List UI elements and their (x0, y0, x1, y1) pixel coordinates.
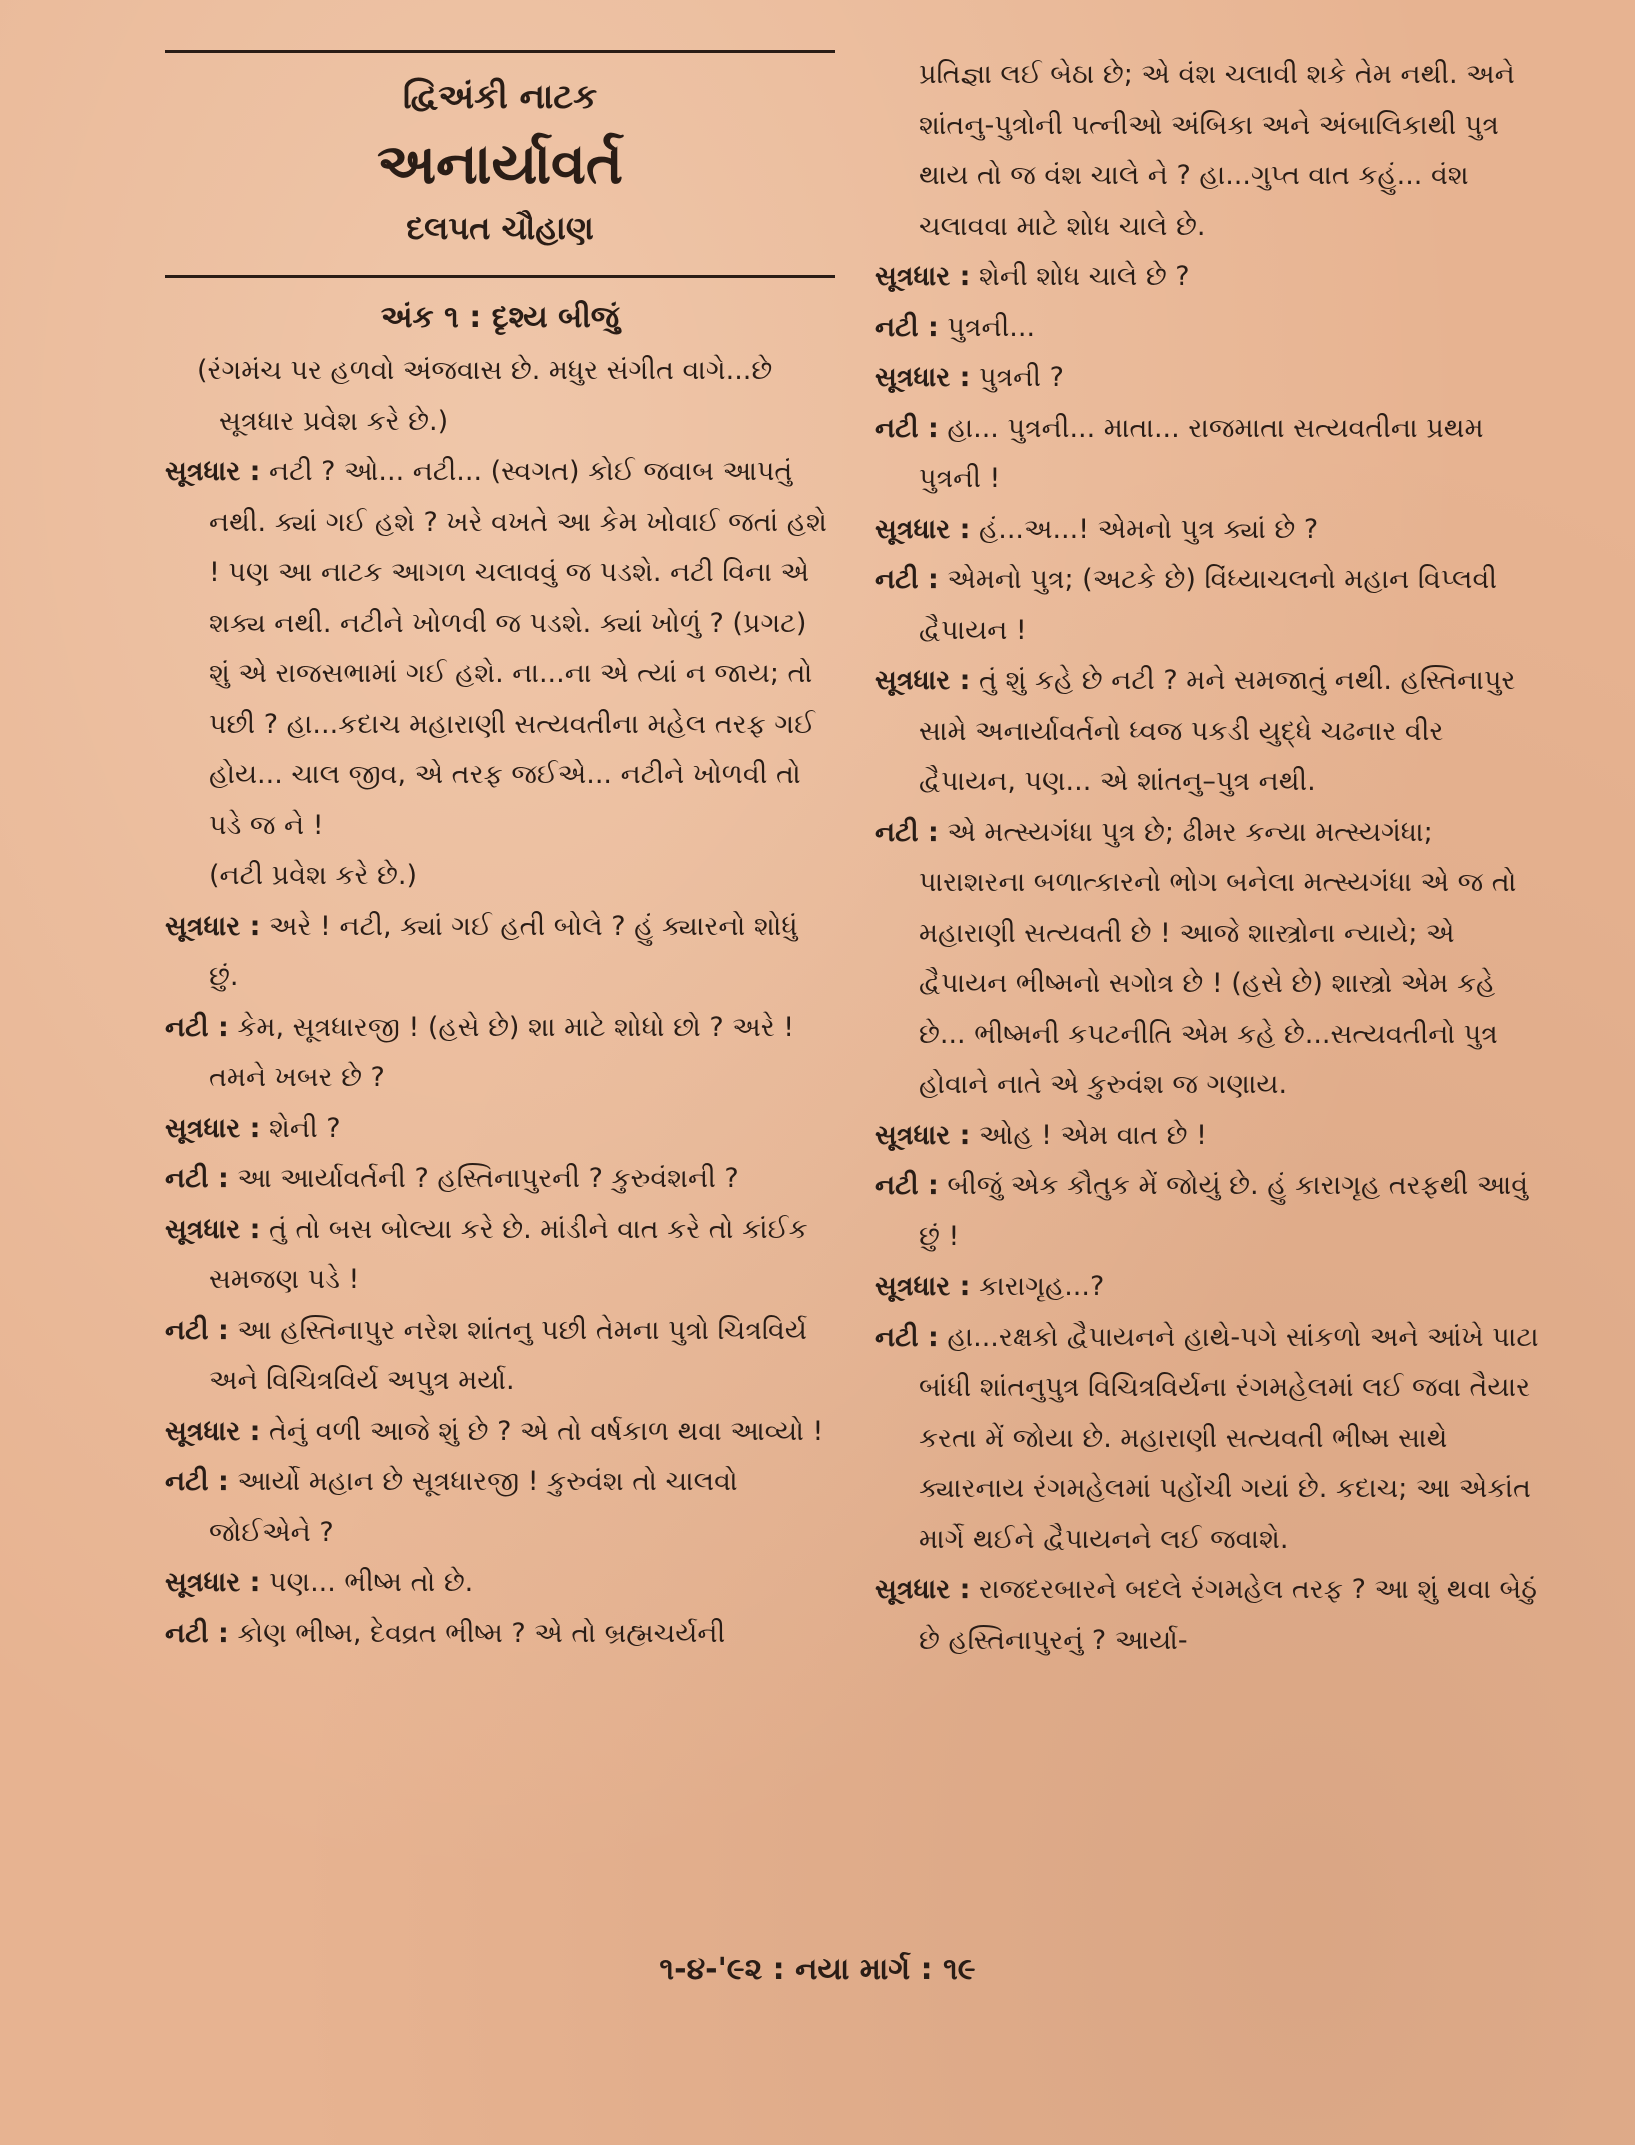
dialogue-line (875, 1161, 1545, 1262)
speaker-name: સૂત્રધાર : (165, 910, 261, 942)
play-header (165, 71, 835, 253)
dialogue-line (875, 353, 1545, 404)
dialogue-line (165, 1407, 835, 1458)
dialogue-text: હા...રક્ષકો દ્વૈપાયનને હાથે-પગે સાંકળો અને આંખે પાટા બાંધી શાંતનુપુત્ર વિચિત્રવિર્યના રંગમહેલમાં લઈ જવા તૈયાર કરતા મેં જોયા છે. મહારાણી સત્યવતી ભીષ્મ સાથે ક્યારનાય રંગમહેલમાં પહોંચી ગયાં છે. કદાચ; આ એકાંત માર્ગે થઈને દ્વૈપાયનને લઈ જવાશે. (919, 1321, 1539, 1555)
stage-direction: (રંગમંચ પર હળવો અંજવાસ છે. મધુર સંગીત વાગે...છે સૂત્રધાર પ્રવેશ કરે છે.) (197, 355, 773, 437)
speaker-name: સૂત્રધાર : (875, 513, 971, 545)
dialogue-text: શેની ? (260, 1112, 341, 1144)
dialogue-text: તેનું વળી આજે શું છે ? એ તો વર્ષકાળ થવા આવ્યો ! (260, 1415, 824, 1447)
speaker-name: નટી : (165, 1011, 229, 1043)
speaker-name: નટી : (165, 1617, 229, 1649)
dialogue-line (165, 447, 835, 851)
speaker-name: સૂત્રધાર : (165, 456, 261, 487)
dialogue-line (875, 1111, 1545, 1162)
dialogue-line (165, 1609, 835, 1660)
left-column (165, 50, 835, 1659)
dialogue-text: કોણ ભીષ્મ, દેવવ્રત ભીષ્મ ? એ તો બ્રહ્મચર્યની (228, 1617, 726, 1649)
left-column-text (165, 346, 835, 1659)
dialogue-text: હં...અ...! એમનો પુત્ર ક્યાં છે ? (970, 513, 1319, 545)
speaker-name: નટી : (875, 1170, 939, 1201)
speaker-name: નટી : (165, 1314, 229, 1346)
speaker-name: સૂત્રધાર : (165, 1415, 261, 1447)
dialogue-line (165, 1306, 835, 1407)
continued-text: પ્રતિજ્ઞા લઈ બેઠા છે; એ વંશ ચલાવી શકે તેમ નથી. અને શાંતનુ-પુત્રોની પત્નીઓ અંબિકા અને અંબાલિકાથી પુત્ર થાય તો જ વંશ ચાલે ને ? હા...ગુપ્ત વાત કહું... વંશ ચલાવવા માટે શોધ ચાલે છે. (919, 59, 1515, 242)
dialogue-text: નટી ? ઓ... નટી... (સ્વગત) કોઈ જવાબ આપતું નથી. ક્યાં ગઈ હશે ? ખરે વખતે આ કેમ ખોવાઈ જતાં હશે ! પણ આ નાટક આગળ ચલાવવું જ પડશે. નટી વિના એ શક્ય નથી. નટીને ખોળવી જ પડશે. ક્યાં ખોળું ? (પ્રગટ) શું એ રાજસભામાં ગઈ હશે. ના...ના એ ત્યાં ન જાય; તો પછી ? હા...કદાચ મહારાણી સત્યવતીના મહેલ તરફ ગઈ હોય... ચાલ જીવ, એ તરફ જઈએ... નટીને ખોળવી તો પડે જ ને ! (209, 456, 827, 841)
speaker-name: નટી : (875, 311, 939, 343)
play-subtitle: દ્વિઅંકી નાટક (402, 77, 598, 117)
dialogue-line (165, 1104, 835, 1155)
play-author: દલપત ચૌહાણ (406, 209, 594, 247)
dialogue-text: રાજદરબારને બદલે રંગમહેલ તરફ ? આ શું થવા બેઠું છે હસ્તિનાપુરનું ? આર્યા- (919, 1574, 1537, 1656)
dialogue-line (165, 902, 835, 1003)
dialogue-text: પણ... ભીષ્મ તો છે. (260, 1567, 474, 1598)
dialogue-line (875, 404, 1545, 505)
speaker-name: સૂત્રધાર : (875, 1119, 971, 1151)
dialogue-text: અરે ! નટી, ક્યાં ગઈ હતી બોલે ? હું ક્યારનો શોધું છું. (209, 910, 798, 992)
dialogue-line (165, 1558, 835, 1609)
dialogue-text: પુત્રની... (938, 311, 1036, 343)
speaker-name: સૂત્રધાર : (875, 665, 971, 696)
dialogue-text: હા... પુત્રની... માતા... રાજમાતા સત્યવતીના પ્રથમ પુત્રની ! (919, 412, 1484, 494)
dialogue-line (875, 505, 1545, 556)
dialogue-line (875, 303, 1545, 354)
dialogue-line (875, 1313, 1545, 1566)
dialogue-text: કારાગૃહ...? (970, 1271, 1105, 1302)
right-column (875, 50, 1545, 1666)
speaker-name: નટી : (875, 816, 939, 848)
dialogue-text: શેની શોધ ચાલે છે ? (970, 261, 1190, 292)
speaker-name: નટી : (875, 1321, 939, 1353)
dialogue-text: આર્યો મહાન છે સૂત્રધારજી ! કુરુવંશ તો ચાલવો જોઈએને ? (209, 1466, 738, 1548)
dialogue-line (875, 1565, 1545, 1666)
speaker-name: સૂત્રધાર : (165, 1112, 261, 1144)
dialogue-line (875, 252, 1545, 303)
dialogue-line (165, 1154, 835, 1205)
speaker-name: નટી : (165, 1466, 229, 1497)
speaker-name: સૂત્રધાર : (875, 261, 971, 292)
speaker-name: નટી : (875, 412, 939, 444)
dialogue-text: તું શું કહે છે નટી ? મને સમજાતું નથી. હસ્તિનાપુર સામે અનાર્યાવર્તનો ધ્વજ પકડી યુદ્ધે ચઢનાર વીર દ્વૈપાયન, પણ... એ શાંતનુ–પુત્ર નથી. (919, 665, 1516, 797)
page-footer: ૧-૪-'૯૨ : નયા માર્ગ : ૧૯ (659, 1952, 976, 1987)
top-rule (165, 50, 835, 53)
right-column-text (875, 50, 1545, 1666)
scene-heading: અંક ૧ : દૃશ્ય બીજું (380, 300, 620, 335)
dialogue-text: આ આર્યાવર્તની ? હસ્તિનાપુરની ? કુરુવંશની ? (228, 1163, 739, 1194)
speaker-name: નટી : (165, 1163, 229, 1194)
speaker-name: સૂત્રધાર : (875, 362, 971, 393)
dialogue-text: બીજું એક કૌતુક મેં જોયું છે. હું કારાગૃહ તરફથી આવું છું ! (919, 1170, 1529, 1252)
play-title: અનાર્યાવર્ત (376, 132, 624, 197)
dialogue-text: એમનો પુત્ર; (અટકે છે) વિંધ્યાચલનો મહાન વિપ્લવી દ્વૈપાયન ! (919, 564, 1498, 646)
dialogue-line (875, 1262, 1545, 1313)
dialogue-line (875, 656, 1545, 808)
speaker-name: સૂત્રધાર : (165, 1213, 261, 1245)
dialogue-text: પુત્રની ? (970, 362, 1064, 393)
dialogue-text: તું તો બસ બોલ્યા કરે છે. માંડીને વાત કરે તો કાંઈક સમજણ પડે ! (209, 1213, 808, 1295)
dialogue-line (165, 1457, 835, 1558)
dialogue-line (875, 808, 1545, 1111)
dialogue-text: આ હસ્તિનાપુર નરેશ શાંતનુ પછી તેમના પુત્રો ચિત્રવિર્ય અને વિચિત્રવિર્ય અપુત્ર મર્યા. (209, 1314, 807, 1396)
speaker-name: સૂત્રધાર : (875, 1271, 971, 1302)
dialogue-line (165, 1003, 835, 1104)
header-bottom-rule (165, 275, 835, 278)
dialogue-text: ઓહ ! એમ વાત છે ! (970, 1119, 1207, 1151)
dialogue-text: કેમ, સૂત્રધારજી ! (હસે છે) શા માટે શોધો છો ? અરે ! તમને ખબર છે ? (209, 1011, 795, 1093)
speaker-name: સૂત્રધાર : (165, 1567, 261, 1598)
dialogue-line (165, 1205, 835, 1306)
speaker-name: નટી : (875, 564, 939, 595)
stage-direction: (નટી પ્રવેશ કરે છે.) (209, 860, 418, 891)
dialogue-text: એ મત્સ્યગંધા પુત્ર છે; ઢીમર કન્યા મત્સ્યગંધા; પારાશરના બળાત્કારનો ભોગ બનેલા મત્સ્યગંધા એ જ તો મહારાણી સત્યવતી છે ! આજે શાસ્ત્રોના ન્યાયે; એ દ્વૈપાયન ભીષ્મનો સગોત્ર છે ! (હસે છે) શાસ્ત્રો એમ કહે છે... ભીષ્મની કપટનીતિ એમ કહે છે...સત્યવતીનો પુત્ર હોવાને નાતે એ કુરુવંશ જ ગણાય. (919, 816, 1517, 1100)
speaker-name: સૂત્રધાર : (875, 1574, 971, 1605)
dialogue-line (875, 555, 1545, 656)
